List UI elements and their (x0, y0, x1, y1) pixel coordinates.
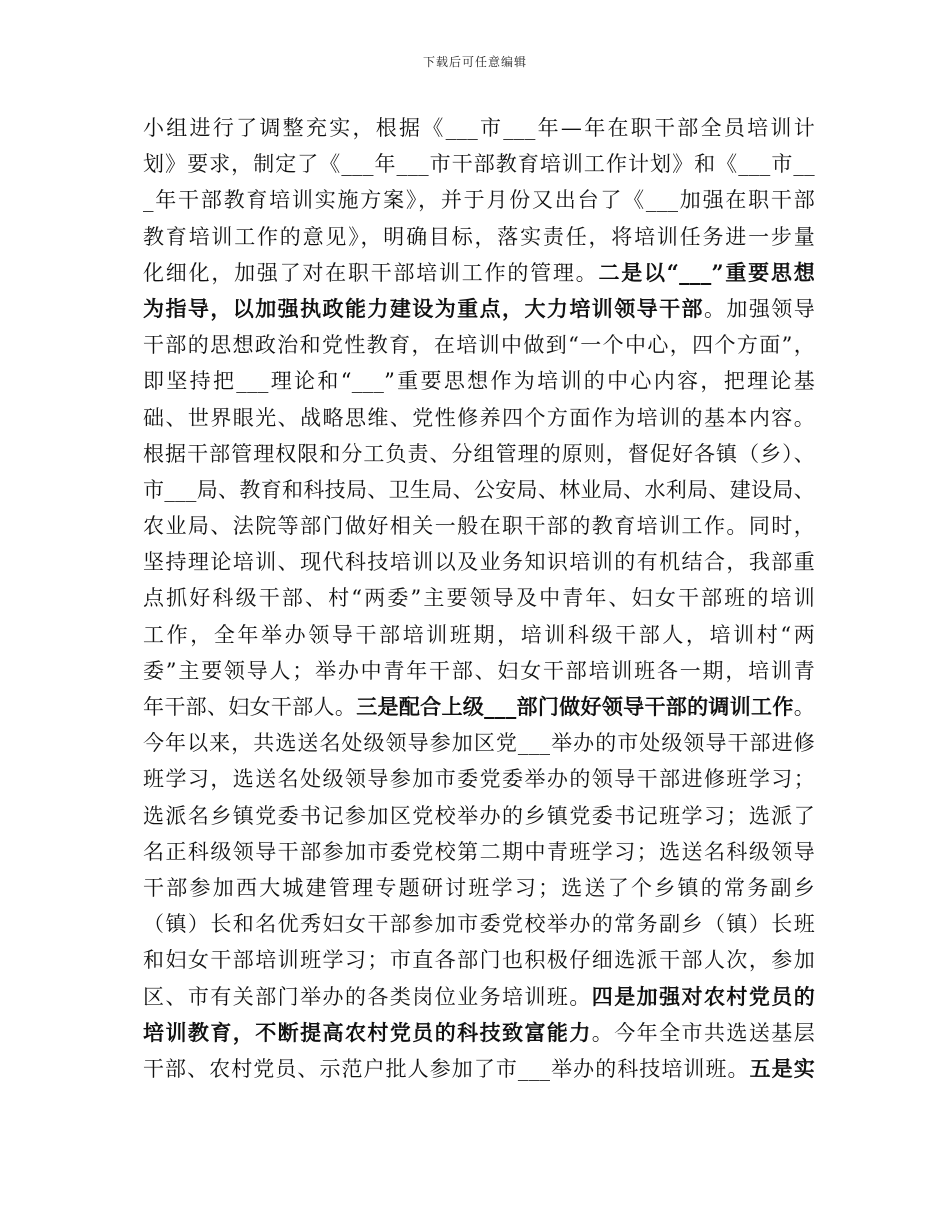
text-line (143, 979, 815, 1015)
text-segment: 即坚持把___理论和“___”重要思想作为培训的中心内容，把理论基 (143, 369, 815, 394)
text-segment: 年干部、妇女干部人。 (143, 695, 357, 719)
text-line (143, 291, 815, 327)
text-segment: 名正科级领导干部参加市委党校第二期中青班学习；选送名科级领导 (143, 839, 815, 864)
text-segment: 今年以来，共选送名处级领导参加区党___举办的市处级领导干部进修 (143, 731, 815, 756)
text-line (143, 942, 815, 978)
text-line (143, 544, 815, 580)
bold-text-segment: 二是以“___”重要思想 (598, 259, 815, 285)
text-segment: （镇）长和名优秀妇女干部参加市委党校举办的常务副乡（镇）长班 (143, 912, 815, 937)
text-line (143, 400, 815, 436)
text-line (143, 906, 815, 942)
text-line (143, 798, 815, 834)
text-segment: 和妇女干部培训班学习；市直各部门也积极仔细选派干部人次，参加 (143, 948, 815, 973)
text-line (143, 653, 815, 689)
text-line (143, 255, 815, 291)
text-segment: 干部、农村党员、示范户批人参加了市___举办的科技培训班。 (143, 1056, 750, 1081)
text-line (143, 1015, 815, 1051)
text-segment: 点抓好科级干部、村“两委”主要领导及中青年、妇女干部班的培训 (143, 586, 815, 611)
text-segment: 教育培训工作的意见》，明确目标，落实责任，将培训任务进一步量 (143, 224, 815, 249)
text-segment: 划》要求，制定了《___年___市干部教育培训工作计划》和《___市__ (143, 152, 815, 177)
text-line (143, 580, 815, 616)
text-line (143, 146, 815, 182)
text-segment: 委”主要领导人；举办中青年干部、妇女干部培训班各一期，培训青 (143, 658, 815, 683)
text-segment: 农业局、法院等部门做好相关一般在职干部的教育培训工作。同时， (143, 514, 815, 539)
text-segment: 小组进行了调整充实，根据《___市___年—年在职干部全员培训计 (143, 116, 815, 140)
text-line (143, 436, 815, 472)
text-segment: 。 (793, 695, 815, 719)
bold-text-segment: 培训教育，不断提高农村党员的科技致富能力 (143, 1019, 592, 1045)
text-line (143, 689, 815, 725)
text-segment: 工作，全年举办领导干部培训班期，培训科级干部人，培训村“两 (143, 622, 815, 647)
body-paragraph (143, 110, 815, 1087)
page-header: 下载后可任意编辑 (422, 55, 527, 69)
bold-text-segment: 五是实 (749, 1055, 815, 1081)
text-line (143, 110, 815, 146)
text-segment: 根据干部管理权限和分工负责、分组管理的原则，督促好各镇（乡）、 (143, 441, 815, 466)
text-line (143, 219, 815, 255)
text-segment: 干部参加西大城建管理专题研讨班学习；选送了个乡镇的常务副乡 (143, 875, 815, 900)
text-segment: 干部的思想政治和党性教育，在培训中做到“一个中心，四个方面”， (143, 333, 815, 358)
text-line (143, 1051, 815, 1087)
bold-text-segment: 四是加强对农村党员的 (591, 983, 816, 1009)
text-line (143, 870, 815, 906)
text-segment: 坚持理论培训、现代科技培训以及业务知识培训的有机结合，我部重 (143, 550, 815, 575)
text-segment: 选派名乡镇党委书记参加区党校举办的乡镇党委书记班学习；选派了 (143, 803, 815, 828)
bold-text-segment: 三是配合上级___部门做好领导干部的调训工作 (356, 694, 794, 719)
text-line (143, 508, 815, 544)
text-line (143, 725, 815, 761)
text-line (143, 327, 815, 363)
text-segment: 区、市有关部门举办的各类岗位业务培训班。 (143, 984, 592, 1009)
text-line (143, 834, 815, 870)
text-segment: 市___局、教育和科技局、卫生局、公安局、林业局、水利局、建设局、 (143, 477, 815, 502)
text-segment: 。今年全市共选送基层 (591, 1020, 816, 1045)
text-line (143, 182, 815, 218)
text-line (143, 363, 815, 399)
bold-text-segment: 为指导，以加强执政能力建设为重点，大力培训领导干部 (143, 295, 704, 321)
text-line (143, 617, 815, 653)
text-line (143, 472, 815, 508)
text-segment: 化细化，加强了对在职干部培训工作的管理。 (143, 260, 599, 285)
text-segment: 。加强领导 (703, 296, 816, 321)
text-line (143, 761, 815, 797)
text-segment: _年干部教育培训实施方案》，并于月份又出台了《___加强在职干部 (143, 188, 815, 213)
text-segment: 班学习，选送名处级领导参加市委党委举办的领导干部进修班学习； (143, 767, 815, 792)
text-segment: 础、世界眼光、战略思维、党性修养四个方面作为培训的基本内容。 (143, 405, 815, 430)
